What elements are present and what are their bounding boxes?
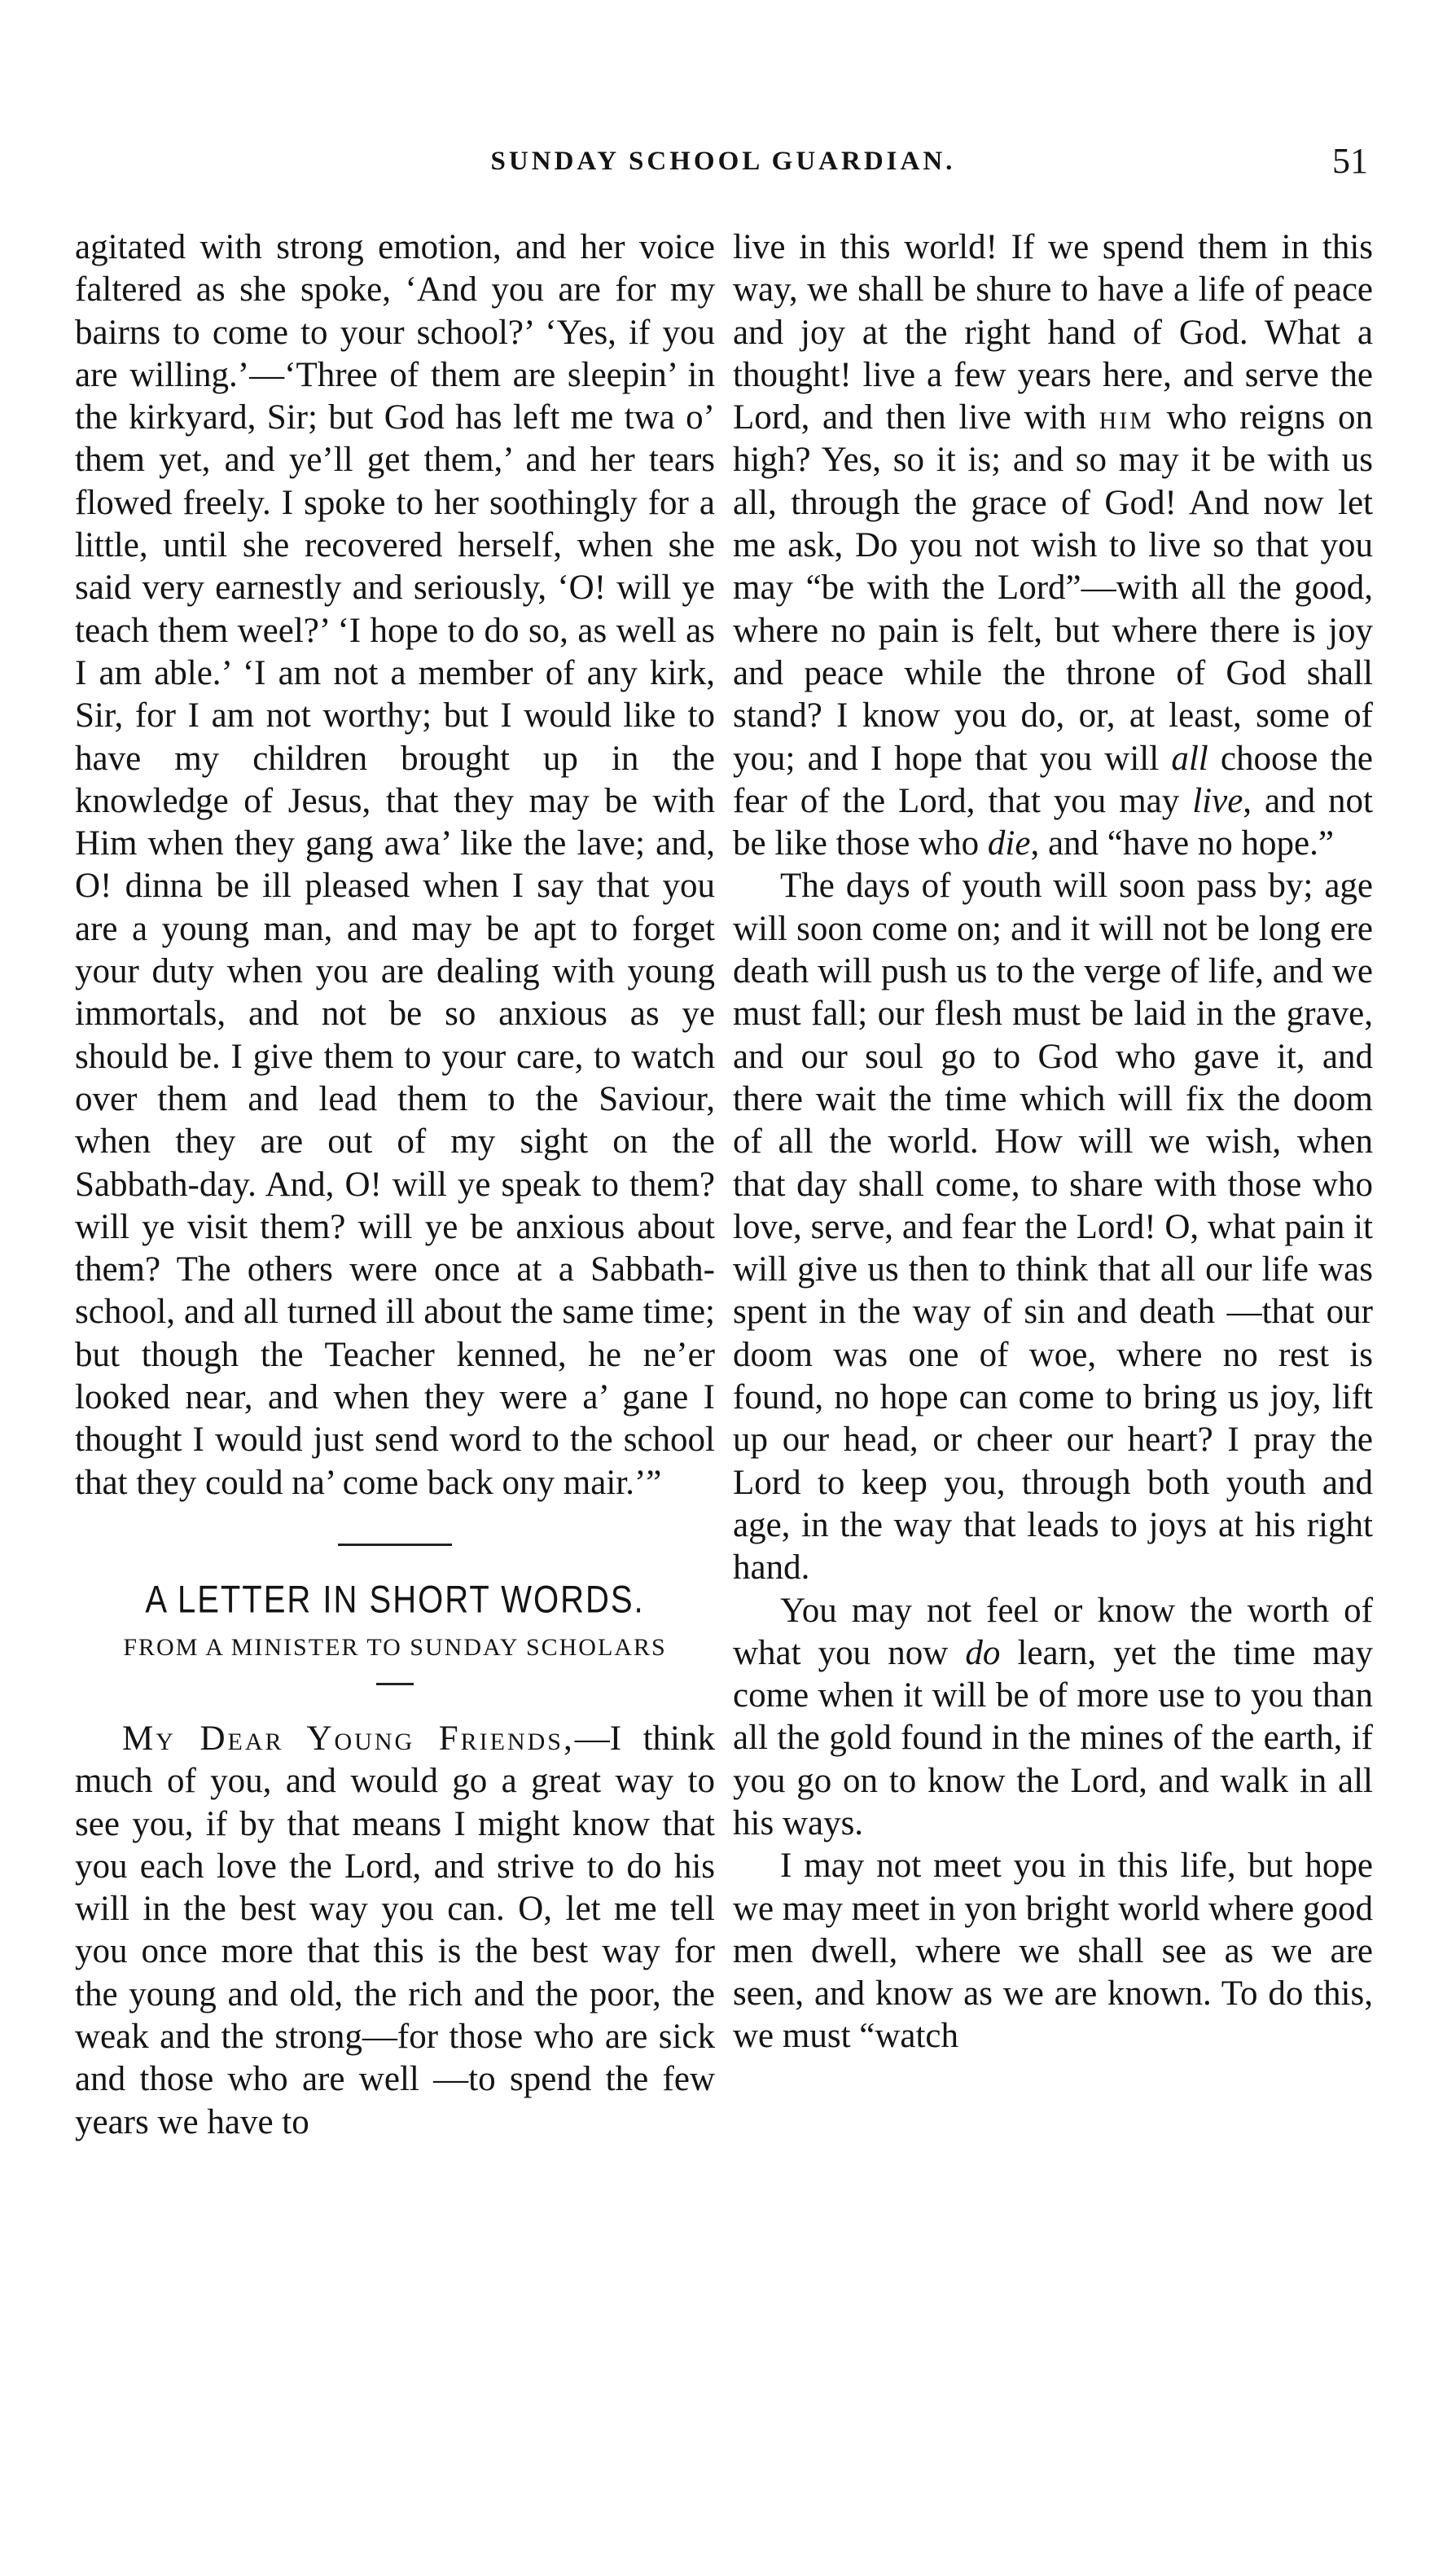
text-run: choose the fear of the Lord, that you may xyxy=(733,739,1374,820)
worth-paragraph xyxy=(733,1590,1373,1846)
youth-paragraph: The days of youth will soon pass by; age will soon come on; and it will not be long ere death will push us to the verge of life, and we must fall; our flesh must be laid in the grave, and our soul go to God who gave it, and there wait the time which will fix the doom of all the world. How will we wish, when that day shall come, to share with those who love, serve, and fear the Lord! O, what pain it will give us then to think that all our life was spent in the way of sin and death —that our doom was one of woe, where no rest is found, no hope can come to bring us joy, lift up our head, or cheer our heart? I pray the Lord to keep you, through both youth and age, in the way that leads to joys at his right hand. xyxy=(733,867,1373,1588)
text-run: learn, yet the time may come when it will be of more use to you than all the gold found in the mines of the earth, if you go on to know the Lord, and walk in all his ways. xyxy=(733,1633,1374,1842)
story-conclusion-paragraph: agitated with strong emotion, and her voice faltered as she spoke, ‘And you are for my bairns to come to your school?’ ‘Yes, if you are willing.’—‘Three of them are sleepin’ in the kirkyard, Sir; but God has left me twa o’ them yet, and ye’ll get them,’ and her tears flowed freely. I spoke to her soothingly for a little, until she recovered herself, when she said very earnestly and seriously, ‘O! will ye teach them weel?’ ‘I hope to do so, as well as I am able.’ ‘I am not a member of any kirk, Sir, for I am not worthy; but I would like to have my children brought up in the knowledge of Jesus, that they may be with Him when they gang awa’ like the lave; and, O! dinna be ill pleased when I say that you are a young man, and may be apt to forget your duty when you are dealing with young immortals, and not be so anxious as ye should be. I give them to your care, to watch over them and lead them to the Saviour, when they are out of my sight on the Sabbath-day. And, O! will ye speak to them? will ye visit them? will ye be anxious about them? The others were once at a Sabbath-school, and all turned ill about the same time; but though the Teacher kenned, he ne’er looked near, and when they were a’ gane I thought I would just send word to the school that they could na’ come back ony mair.’” xyxy=(75,228,715,1502)
page-number: 51 xyxy=(1332,141,1368,181)
letter-paragraph-continued xyxy=(733,226,1373,865)
salutation: My Dear Young Friends, xyxy=(122,1719,575,1758)
page-header xyxy=(78,140,1368,189)
article-heading: A LETTER IN SHORT WORDS. xyxy=(145,1578,645,1621)
text-run: , and not be like those who xyxy=(733,781,1373,863)
left-column xyxy=(75,226,715,2144)
text-run: , and “have no hope.” xyxy=(1030,824,1334,863)
heading-divider xyxy=(376,1683,414,1685)
section-divider xyxy=(338,1544,452,1546)
text-run: live in this world! If we spend them in this way, we shall be shure to have a life of peace and joy at the right hand of God. What a thought! live a few years here, and serve the Lord, and then live with xyxy=(733,228,1373,437)
running-title: SUNDAY SCHOOL GUARDIAN. xyxy=(490,147,956,176)
italic-do: do xyxy=(965,1633,1001,1672)
article-subheading: FROM A MINISTER TO SUNDAY SCHOLARS xyxy=(123,1633,667,1661)
italic-die: die xyxy=(987,824,1031,863)
meeting-paragraph: I may not meet you in this life, but hope we may meet in yon bright world where good men dwell, where we shall see as we are seen, and know as we are known. To do this, we must “watch xyxy=(733,1847,1373,2056)
letter-opening-paragraph xyxy=(75,1718,715,2144)
letter-opening-text: —I think much of you, and would go a great way to see you, if by that means I might know that you each love the Lord, and strive to do his will in the best way you can. O, let me tell you once more that this is the best way for the young and old, the rich and the poor, the weak and the strong—for those who are sick and those who are well —to spend the few years we have to xyxy=(75,1719,715,2141)
italic-all: all xyxy=(1171,739,1208,778)
text-run: You may not feel or know the worth of what you now xyxy=(733,1591,1373,1672)
right-column xyxy=(733,226,1373,2058)
text-run: who reigns on high? Yes, so it is; and so may it be with us all, through the grace of God! And now let me ask, Do you not wish to live so that you may “be with the Lord”—with all the good, where no pain is felt, but where there is joy and peace while the throne of God shall stand? I know you do, or, at least, some of you; and I hope that you will xyxy=(733,398,1373,778)
small-caps-him: him xyxy=(1099,398,1154,437)
italic-live: live xyxy=(1192,781,1243,820)
